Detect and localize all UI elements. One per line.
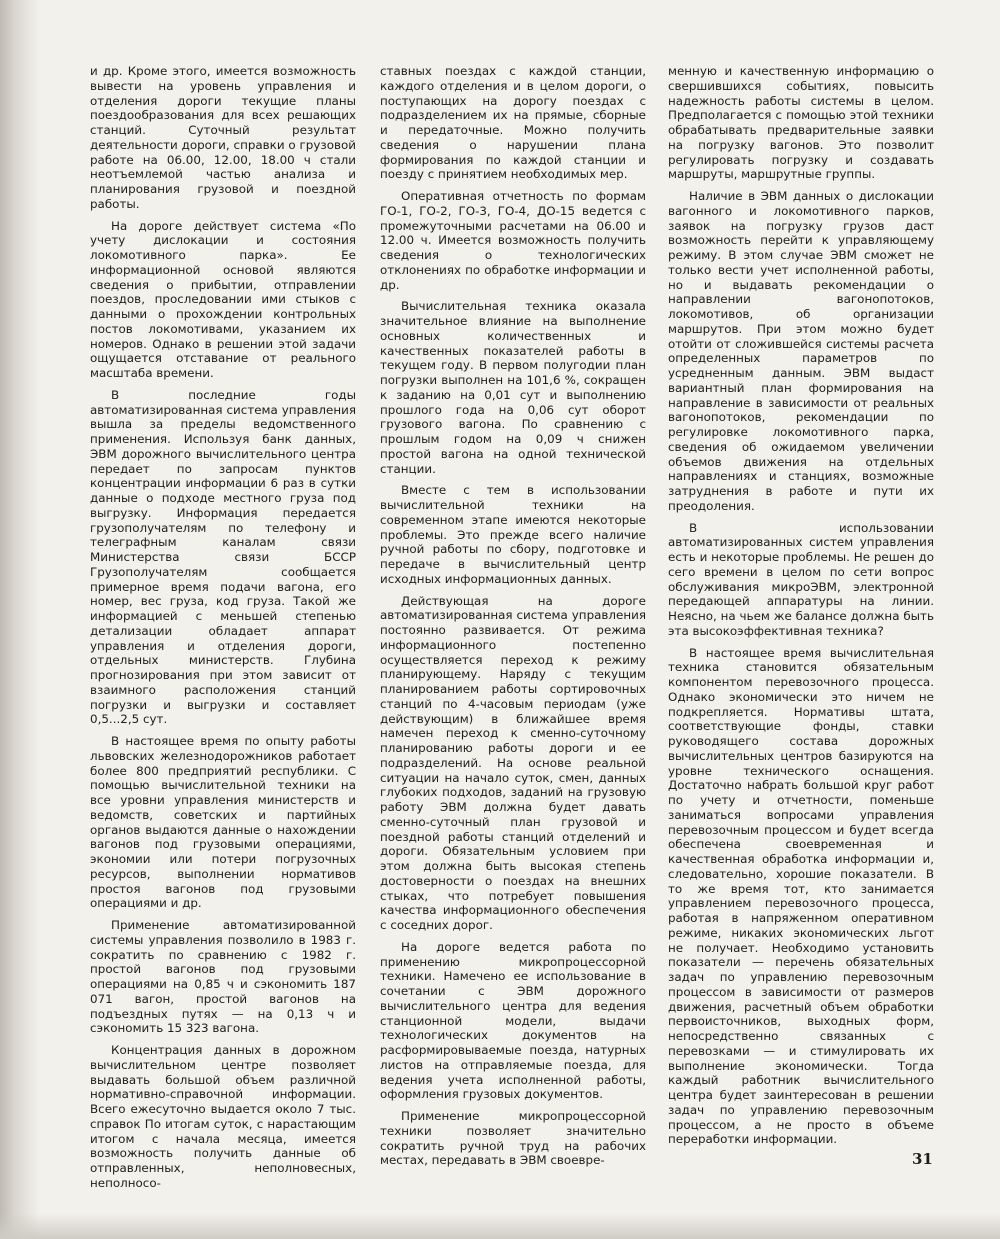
paragraph: менную и качественную информацию о свершившихся событиях, повысить надежность работы системы в целом. Предполагается с помощью этой техники обрабатывать предварительные заявки на погрузку вагонов. Это позволит регулировать погрузку и создавать маршруты, маршрутные группы. (668, 64, 934, 182)
paragraph: На дороге действует система «По учету дислокации и состояния локомотивного парка». Ее информационной основой являются сведения о прибытии, отправлении поездов, проследовании ими стыков с данными о прохождении контрольных постов локомотивами, указанием их номеров. Однако в решении этой задачи ощущается отставание от реального масштаба времени. (90, 218, 356, 380)
paragraph: В настоящее время вычислительная техника становится обязательным компонентом перевозочного процесса. Однако экономически это ничем не подкрепляется. Нормативы штата, соответствующие фонды, ставки руководящего состава дорожных вычислительных центров базируются на уровне технического оснащения. Достаточно набрать большой круг работ по учету и отчетности, поменьше заниматься вопросами управления перевозочным процессом и будет всегда обеспечена своевременная и качественная обработка информации и, следовательно, хорошие показатели. В то же время тот, кто занимается управлением перевозочного процесса, работая в напряженном оперативном режиме, никаких экономических льгот не получает. Необходимо установить показатели — перечень обязательных задач по управлению перевозочным процессом в зависимости от размеров движения, расчетный объем обработки первоисточников, выходных форм, непосредственно связанных с перевозками — и стимулировать их выполнение экономически. Тогда каждый работник вычислительного центра будет заинтересован в решении задач по управлению перевозочным процессом, а не просто в объеме переработки информации. (668, 645, 934, 1147)
scan-left-edge (0, 0, 40, 1239)
paragraph: Вместе с тем в использовании вычислительной техники на современном этапе имеются некоторые проблемы. Это прежде всего наличие ручной работы по сбору, подготовке и передаче в вычислительный центр исходных информационных данных. (380, 483, 646, 586)
paragraph: В использовании автоматизированных систем управления есть и некоторые проблемы. Не решен до сего времени в целом по сети вопрос обслуживания микроЭВМ, электронной передающей аппаратуры на линии. Неясно, на чьем же балансе должна быть эта высокоэффективная техника? (668, 520, 934, 638)
paragraph: В последние годы автоматизированная система управления вышла за пределы ведомственного применения. Используя банк данных, ЭВМ дорожного вычислительного центра передает по запросам пунктов концентрации информации 6 раз в сутки данные о подходе местного груза под выгрузку. Информация передается грузополучателям по телефону и телеграфным каналам связи Министерства связи БССР Грузополучателям сообщается примерное время подачи вагона, его номер, вес груза, код груза. Такой же информацией с меньшей степенью детализации обладает аппарат управления и отделения дороги, отдельных министерств. Глубина прогнозирования при этом зависит от взаимного расположения станций погрузки и выгрузки и составляет 0,5...2,5 сут. (90, 387, 356, 727)
text-column-3 (668, 64, 934, 1147)
paragraph: Наличие в ЭВМ данных о дислокации вагонного и локомотивного парков, заявок на погрузку грузов даст возможность перейти к управляющему режиму. В этом случае ЭВМ сможет не только вести учет исполненной работы, но и выдавать рекомендации о направлении вагонопотоков, локомотивов, об организации маршрутов. При этом можно будет отойти от сложившейся системы расчета определенных параметров по усредненным данным. ЭВМ выдаст вариантный план формирования на направление в зависимости от реальных вагонопотоков, рекомендации по регулировке локомотивного парка, сведения об ожидаемом увеличении объемов движения на отдельных направлениях и станциях, возможные затруднения в работе и пути их преодоления. (668, 189, 934, 513)
paragraph: На дороге ведется работа по применению микропроцессорной техники. Намечено ее использование в сочетании с ЭВМ дорожного вычислительного центра для ведения станционной модели, выдачи технологических документов на расформировываемые поезда, натурных листов на отправляемые поезда, для ведения учета исполненной работы, оформления грузовых документов. (380, 939, 646, 1102)
paragraph: Применение микропроцессорной техники позволяет значительно сократить ручной труд на рабочих местах, передавать в ЭВМ своевре- (380, 1109, 646, 1168)
paragraph: Концентрация данных в дорожном вычислительном центре позволяет выдавать большой объем различной нормативно-справочной информации. Всего ежесуточно выдается около 7 тыс. справок По итогам суток, с нарастающим итогом с начала месяца, имеется возможность получить данные об отправленных, неполновесных, неполносо- (90, 1043, 356, 1190)
paragraph: ставных поездах с каждой станции, каждого отделения и в целом дороги, о поступающих на дорогу поездах с подразделением их на прямые, сборные и передаточные. Можно получить сведения о нарушении плана формирования по каждой станции и поезду с принятием необходимых мер. (380, 64, 646, 182)
text-column-2 (380, 64, 646, 1168)
paragraph: Действующая на дороге автоматизированная система управления постоянно развивается. От режима информационного постепенно осуществляется переход к режиму планирующему. Наряду с текущим планированием работы сортировочных станций по 4-часовым периодам (уже действующим) в ближайшее время намечен переход к сменно-суточному планированию работы дороги и ее подразделений. На основе реальной ситуации на начало суток, смен, данных глубоких подходов, заданий на грузовую работу ЭВМ должна будет давать сменно-суточный план грузовой и поездной работы станций отделений и дороги. Обязательным условием при этом должна быть высокая степень достоверности о поездах на внешних стыках, что потребует повышения качества информационного обеспечения с соседних дорог. (380, 593, 646, 932)
paragraph: Применение автоматизированной системы управления позволило в 1983 г. сократить по сравнению с 1982 г. простой вагонов под грузовыми операциями на 0,85 ч и сэкономить 187 071 вагон, простой вагонов на подъездных путях — на 0,13 ч и сэкономить 15 323 вагона. (90, 918, 356, 1036)
paragraph: и др. Кроме этого, имеется возможность вывести на уровень управления и отделения дороги текущие планы поездообразования для всех решающих станций. Суточный результат деятельности дороги, справки о грузовой работе на 06.00, 12.00, 18.00 ч стали неотъемлемой частью анализа и планирования грузовой и поездной работы. (90, 64, 356, 211)
paragraph: Оперативная отчетность по формам ГО-1, ГО-2, ГО-3, ГО-4, ДО-15 ведется с промежуточными расчетами на 06.00 и 12.00 ч. Имеется возможность получить сведения о технологических отклонениях по обработке информации и др. (380, 189, 646, 292)
scan-bottom-edge (0, 1213, 1000, 1239)
page-number: 31 (912, 1150, 933, 1168)
paragraph: Вычислительная техника оказала значительное влияние на выполнение основных количественных и качественных показателей работы в текущем году. В первом полугодии план погрузки выполнен на 101,6 %, сокращен к заданию на 0,01 сут и выполнению прошлого года на 0,06 сут оборот грузового вагона. По сравнению с прошлым годом на 0,09 ч снижен простой вагона на одной технической станции. (380, 299, 646, 476)
paragraph: В настоящее время по опыту работы львовских железнодорожников работает более 800 предприятий республики. С помощью вычислительной техники на все уровни управления министерств и ведомств, советских и партийных органов выдаются данные о нахождении вагонов под грузовыми операциями, экономии или потери погрузочных ресурсов, выполнении нормативов простоя вагонов под грузовыми операциями и др. (90, 734, 356, 911)
text-column-1 (90, 64, 356, 1191)
